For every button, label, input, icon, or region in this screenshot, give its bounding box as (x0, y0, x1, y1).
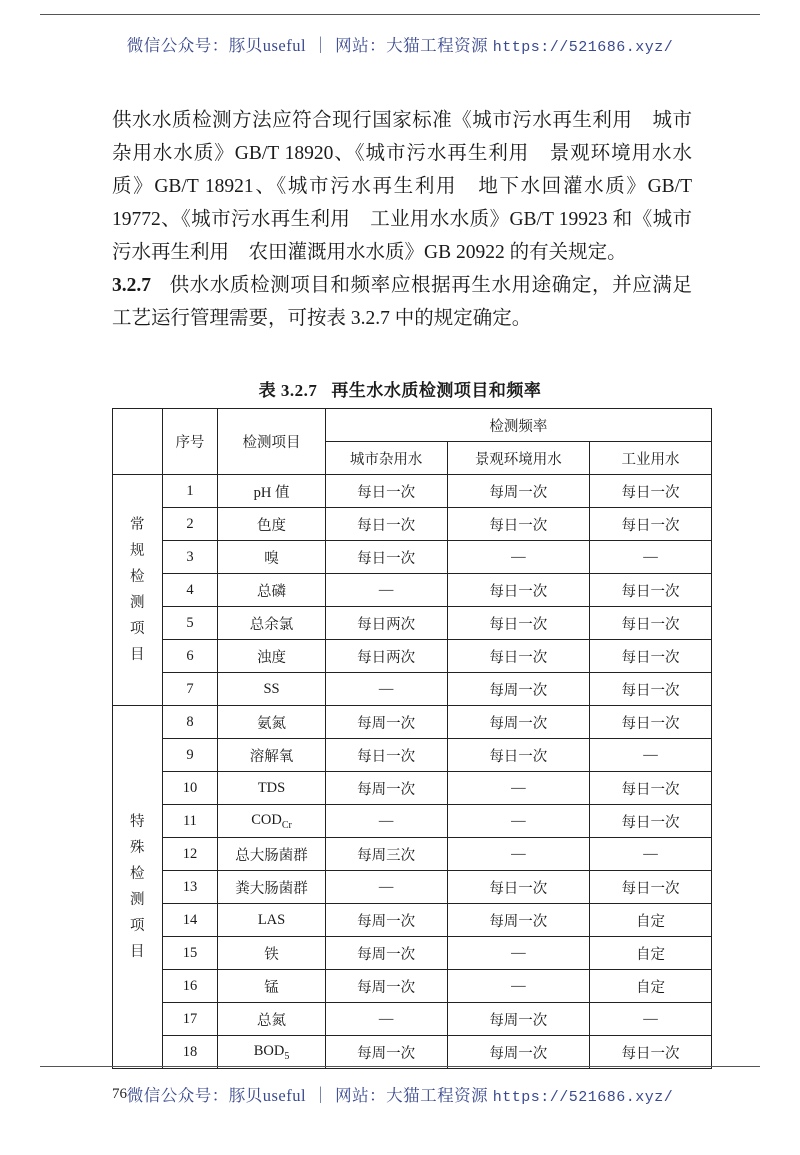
cell-freq-industrial: — (590, 739, 712, 772)
table-row (113, 904, 712, 937)
cell-freq-industrial: 每日一次 (590, 805, 712, 838)
table-row (113, 541, 712, 574)
cell-freq-municipal: 每周一次 (325, 937, 447, 970)
cell-no: 16 (162, 970, 218, 1003)
cell-no: 4 (162, 574, 218, 607)
cell-no: 3 (162, 541, 218, 574)
clause-3-2-7 (112, 269, 692, 335)
cell-freq-municipal: 每日两次 (325, 607, 447, 640)
cell-freq-industrial: 每日一次 (590, 706, 712, 739)
cell-freq-industrial: 每日一次 (590, 1036, 712, 1069)
header-frequency-group: 检测频率 (325, 409, 711, 442)
cell-freq-municipal: 每周三次 (325, 838, 447, 871)
cell-no: 9 (162, 739, 218, 772)
cell-item: 总磷 (218, 574, 325, 607)
table-row (113, 706, 712, 739)
cell-freq-municipal: — (325, 673, 447, 706)
group-label-char: 项 (130, 918, 145, 934)
group-label-char: 测 (130, 595, 145, 611)
cell-item: 浊度 (218, 640, 325, 673)
table-caption-title: 再生水水质检测项目和频率 (331, 381, 542, 400)
table-header-row-1 (113, 409, 712, 442)
cell-item: $BOD_5$ (218, 1036, 325, 1069)
cell-freq-landscape: 每日一次 (447, 508, 590, 541)
header-freq-landscape: 景观环境用水 (447, 442, 590, 475)
watermark-site-name: 大猫工程资源 (386, 1086, 489, 1105)
cell-item: 铁 (218, 937, 325, 970)
paragraph-standards: 供水水质检测方法应符合现行国家标准《城市污水再生利用 城市杂用水水质》GB/T 18920、《城市污水再生利用 景观环境用水水质》GB/T 18921、《城市污水再生利用 地下水回灌水质》GB/T 19772、《城市污水再生利用 工业用水水质》GB/T 19923 和《城市污水再生利用 农田灌溉用水水质》GB 20922 的有关规定。 (112, 110, 692, 263)
top-rule (40, 14, 760, 15)
watermark-url: https://521686.xyz/ (492, 1089, 674, 1106)
cell-freq-landscape: 每日一次 (447, 739, 590, 772)
cell-item: 总氮 (218, 1003, 325, 1036)
group-label-char: 目 (130, 944, 145, 960)
cell-item: 锰 (218, 970, 325, 1003)
cell-no: 11 (162, 805, 218, 838)
group-label-char: 殊 (130, 840, 145, 856)
group-label-special (113, 706, 163, 1069)
cell-item: 总余氯 (218, 607, 325, 640)
cell-freq-landscape: 每日一次 (447, 574, 590, 607)
table-row (113, 673, 712, 706)
cell-freq-municipal: 每日两次 (325, 640, 447, 673)
cell-freq-landscape: — (447, 772, 590, 805)
cell-item: SS (218, 673, 325, 706)
cell-freq-industrial: — (590, 1003, 712, 1036)
watermark-bottom (0, 1082, 800, 1106)
table-row (113, 508, 712, 541)
watermark-separator: ｜ (312, 1086, 330, 1105)
header-freq-municipal: 城市杂用水 (325, 442, 447, 475)
cell-freq-landscape: 每日一次 (447, 871, 590, 904)
cell-freq-municipal: 每日一次 (325, 739, 447, 772)
table-row (113, 772, 712, 805)
cell-freq-municipal: 每周一次 (325, 1036, 447, 1069)
cell-no: 7 (162, 673, 218, 706)
group-label-char: 测 (130, 892, 145, 908)
watermark-site-label: 网站： (335, 1086, 387, 1105)
cell-freq-landscape: — (447, 970, 590, 1003)
cell-no: 13 (162, 871, 218, 904)
cell-no: 6 (162, 640, 218, 673)
table-row (113, 970, 712, 1003)
cell-no: 15 (162, 937, 218, 970)
cell-no: 14 (162, 904, 218, 937)
table-row (113, 937, 712, 970)
cell-no: 17 (162, 1003, 218, 1036)
cell-freq-industrial: — (590, 541, 712, 574)
watermark-site-label: 网站： (335, 36, 387, 55)
table-row (113, 640, 712, 673)
group-label-char: 常 (130, 517, 145, 533)
clause-text: 供水水质检测项目和频率应根据再生水用途确定，并应满足工艺运行管理需要，可按表 3.2.7 中的规定确定。 (112, 275, 692, 329)
table-row (113, 607, 712, 640)
group-label-char: 规 (130, 543, 145, 559)
cell-freq-landscape: 每周一次 (447, 673, 590, 706)
group-label-char: 目 (130, 647, 145, 663)
cell-freq-municipal: 每日一次 (325, 508, 447, 541)
watermark-top (0, 32, 800, 56)
table-row (113, 475, 712, 508)
cell-freq-municipal: 每周一次 (325, 970, 447, 1003)
cell-freq-industrial: — (590, 838, 712, 871)
cell-freq-landscape: 每周一次 (447, 706, 590, 739)
cell-freq-municipal: — (325, 574, 447, 607)
cell-freq-industrial: 自定 (590, 937, 712, 970)
cell-freq-landscape: 每日一次 (447, 607, 590, 640)
group-label-char: 特 (130, 814, 145, 830)
cell-no: 2 (162, 508, 218, 541)
cell-freq-industrial: 自定 (590, 904, 712, 937)
cell-freq-municipal: 每周一次 (325, 772, 447, 805)
cell-freq-municipal: 每日一次 (325, 541, 447, 574)
table-row (113, 739, 712, 772)
cell-freq-industrial: 每日一次 (590, 871, 712, 904)
group-label-char: 检 (130, 866, 145, 882)
cell-no: 10 (162, 772, 218, 805)
cell-item: 嗅 (218, 541, 325, 574)
cell-item: LAS (218, 904, 325, 937)
cell-freq-municipal: 每周一次 (325, 904, 447, 937)
water-quality-frequency-table (112, 408, 712, 1069)
body-text-block (112, 104, 692, 335)
cell-no: 1 (162, 475, 218, 508)
cell-item: $COD_{Cr}$ (218, 805, 325, 838)
page-number: 76 (112, 1086, 127, 1102)
cell-no: 5 (162, 607, 218, 640)
bottom-rule (40, 1066, 760, 1067)
cell-item: TDS (218, 772, 325, 805)
cell-item: 粪大肠菌群 (218, 871, 325, 904)
cell-no: 8 (162, 706, 218, 739)
watermark-separator: ｜ (312, 36, 330, 55)
cell-freq-landscape: — (447, 541, 590, 574)
table-row (113, 805, 712, 838)
cell-item: 色度 (218, 508, 325, 541)
table-caption-label: 表 3.2.7 (258, 381, 318, 400)
watermark-site-name: 大猫工程资源 (386, 36, 489, 55)
cell-freq-landscape: — (447, 838, 590, 871)
cell-freq-landscape: — (447, 805, 590, 838)
table-caption (0, 376, 800, 401)
cell-freq-landscape: 每周一次 (447, 904, 590, 937)
cell-freq-industrial: 每日一次 (590, 508, 712, 541)
group-label-char: 检 (130, 569, 145, 585)
watermark-account: 豚贝useful (228, 1086, 307, 1105)
cell-freq-industrial: 每日一次 (590, 772, 712, 805)
table-row (113, 838, 712, 871)
watermark-prefix: 微信公众号： (126, 36, 229, 55)
watermark-url: https://521686.xyz/ (492, 39, 674, 56)
cell-freq-municipal: 每周一次 (325, 706, 447, 739)
cell-item: 氨氮 (218, 706, 325, 739)
cell-freq-municipal: — (325, 1003, 447, 1036)
watermark-prefix: 微信公众号： (126, 1086, 229, 1105)
cell-freq-industrial: 每日一次 (590, 673, 712, 706)
table-row (113, 1003, 712, 1036)
table-row (113, 1036, 712, 1069)
cell-freq-municipal: — (325, 871, 447, 904)
cell-freq-industrial: 每日一次 (590, 475, 712, 508)
cell-freq-landscape: — (447, 937, 590, 970)
cell-freq-industrial: 自定 (590, 970, 712, 1003)
cell-item: pH 值 (218, 475, 325, 508)
clause-number: 3.2.7 (112, 275, 151, 296)
header-item: 检测项目 (218, 409, 325, 475)
watermark-account: 豚贝useful (228, 36, 307, 55)
cell-freq-landscape: 每周一次 (447, 1036, 590, 1069)
header-group-blank (113, 409, 163, 475)
cell-item: 溶解氧 (218, 739, 325, 772)
cell-freq-landscape: 每日一次 (447, 640, 590, 673)
cell-freq-landscape: 每周一次 (447, 1003, 590, 1036)
cell-freq-landscape: 每周一次 (447, 475, 590, 508)
table-row (113, 871, 712, 904)
group-label-char: 项 (130, 621, 145, 637)
header-freq-industrial: 工业用水 (590, 442, 712, 475)
cell-no: 18 (162, 1036, 218, 1069)
cell-freq-industrial: 每日一次 (590, 640, 712, 673)
cell-no: 12 (162, 838, 218, 871)
cell-item: 总大肠菌群 (218, 838, 325, 871)
table-row (113, 574, 712, 607)
header-no: 序号 (162, 409, 218, 475)
table-head (113, 409, 712, 475)
cell-freq-industrial: 每日一次 (590, 607, 712, 640)
group-label-routine (113, 475, 163, 706)
cell-freq-municipal: — (325, 805, 447, 838)
cell-freq-municipal: 每日一次 (325, 475, 447, 508)
cell-freq-industrial: 每日一次 (590, 574, 712, 607)
table-body (113, 475, 712, 1069)
